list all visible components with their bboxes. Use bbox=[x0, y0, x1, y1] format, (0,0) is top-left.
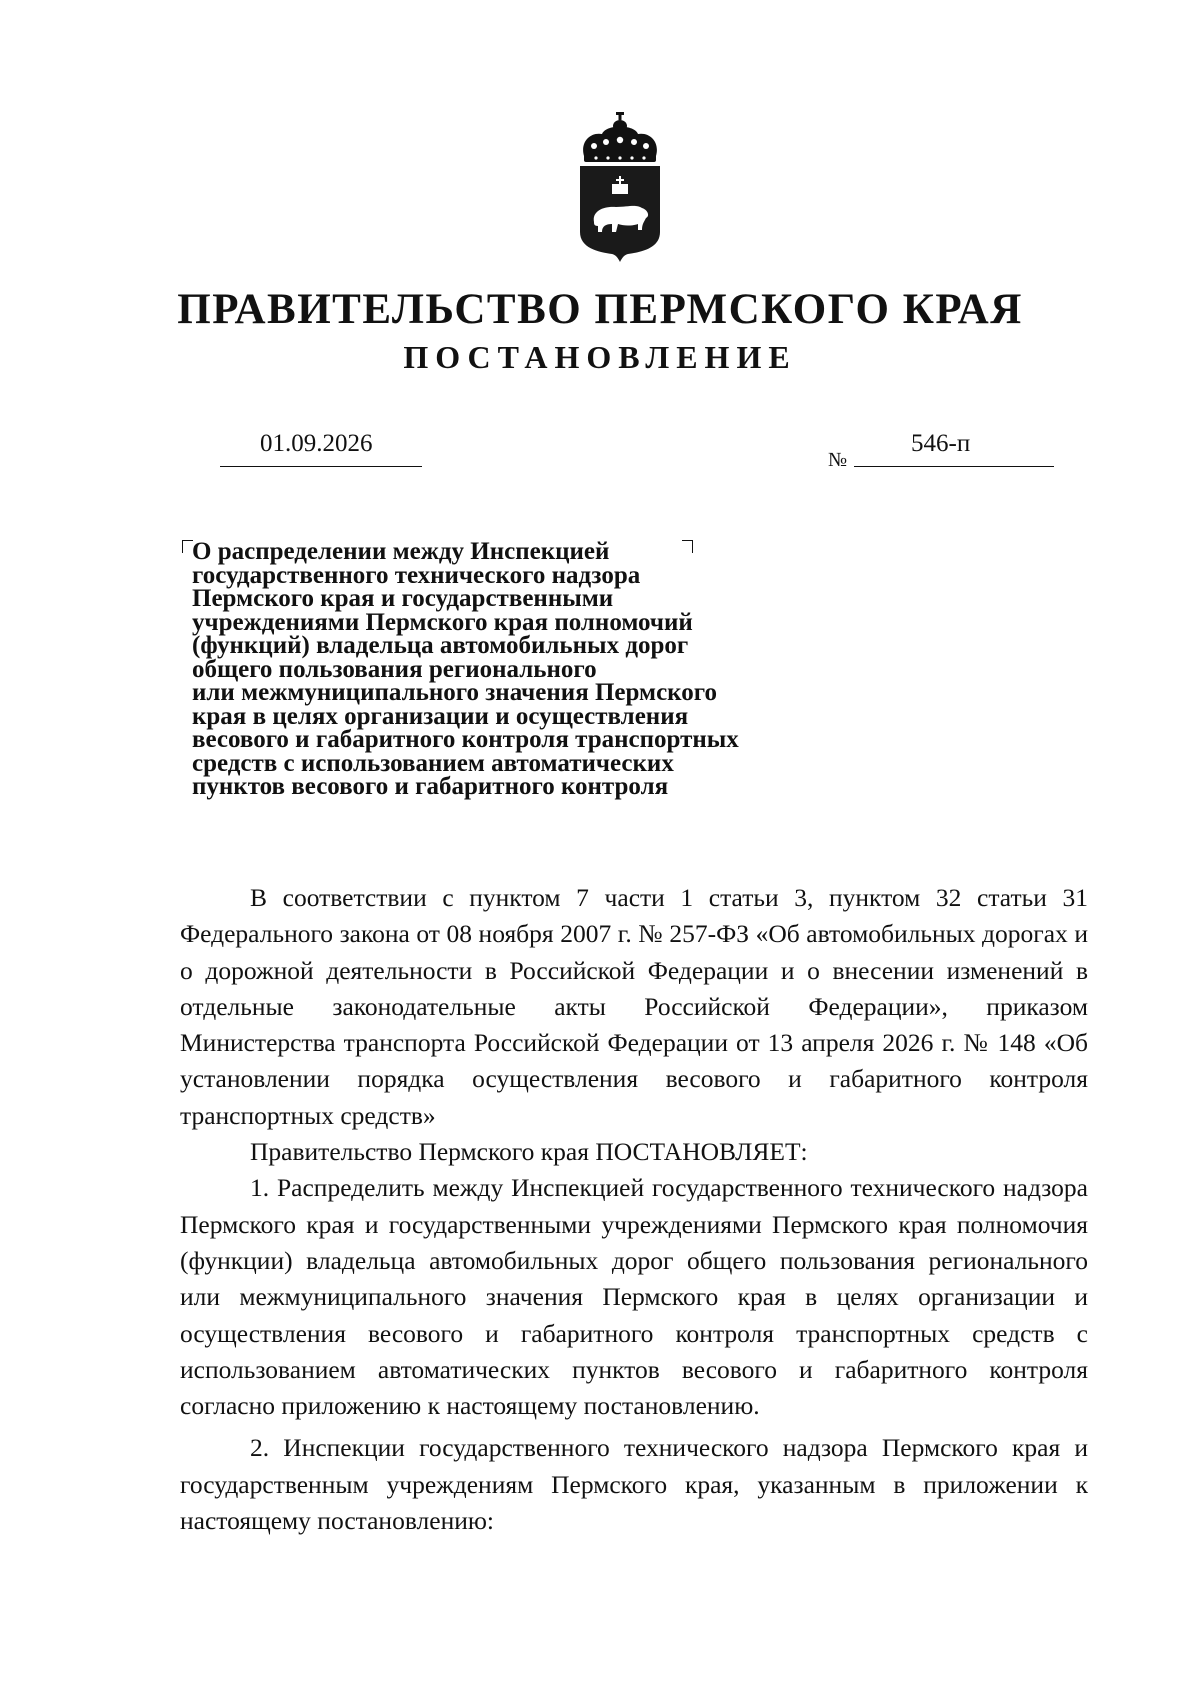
date-field bbox=[220, 426, 422, 467]
preamble-paragraph: В соответствии с пунктом 7 части 1 статьи 3, пунктом 32 статьи 31 Федерального закона от 08 ноября 2007 г. № 257-ФЗ «Об автомобильных дорогах и о дорожной деятельности в Российской Федерации и о внесении изменений в отдельные законодательные акты Российской Федерации», приказом Министерства транспорта Российской Федерации от 13 апреля 2026 г. № 148 «Об установлении порядка осуществления весового и габаритного контроля транспортных средств» bbox=[180, 883, 1088, 1130]
document-subject bbox=[192, 540, 832, 799]
subject-line: Пермского края и государственными bbox=[192, 585, 614, 612]
clause-2-paragraph: 2. Инспекции государственного технического надзора Пермского края и государственным учреждениям Пермского края, указанным в приложении к настоящему постановлению: bbox=[180, 1433, 1088, 1536]
subject-line: учреждениями Пермского края полномочий bbox=[192, 608, 693, 636]
subject-line: средств с использованием автоматических bbox=[192, 749, 674, 777]
subject-line: О распределении между Инспекцией bbox=[192, 538, 610, 565]
number-field bbox=[854, 426, 1054, 467]
coat-of-arms-icon bbox=[572, 112, 668, 264]
subject-line: края в целях организации и осуществления bbox=[192, 702, 689, 730]
document-date: 01.09.2026 bbox=[260, 430, 373, 457]
subject-line: весового и габаритного контроля транспортных bbox=[192, 726, 739, 753]
document-type: ПОСТАНОВЛЕНИЕ bbox=[403, 339, 797, 375]
subject-line: пунктов весового и габаритного контроля bbox=[192, 773, 669, 800]
clause-1-paragraph: 1. Распределить между Инспекцией государственного технического надзора Пермского края и государственными учреждениями Пермского края полномочия (функции) владельца автомобильных дорог общего пользования регионального или межмуниципального значения Пермского края в целях организации и осуществления весового и габаритного контроля транспортных средств с использованием автоматических пунктов весового и габаритного контроля согласно приложению к настоящему постановлению. bbox=[180, 1173, 1088, 1421]
document-number: 546-п bbox=[911, 430, 971, 457]
subject-line: государственного технического надзора bbox=[192, 561, 641, 589]
subject-line: (функций) владельца автомобильных дорог bbox=[192, 632, 689, 659]
document-body bbox=[180, 880, 1088, 1539]
government-title: ПРАВИТЕЛЬСТВО ПЕРМСКОГО КРАЯ bbox=[177, 286, 1023, 333]
number-sign: № bbox=[828, 449, 848, 471]
subject-line: или межмуниципального значения Пермского bbox=[192, 679, 717, 706]
resolution-paragraph: Правительство Пермского края ПОСТАНОВЛЯЕТ: bbox=[250, 1137, 808, 1167]
subject-line: общего пользования регионального bbox=[192, 655, 597, 683]
